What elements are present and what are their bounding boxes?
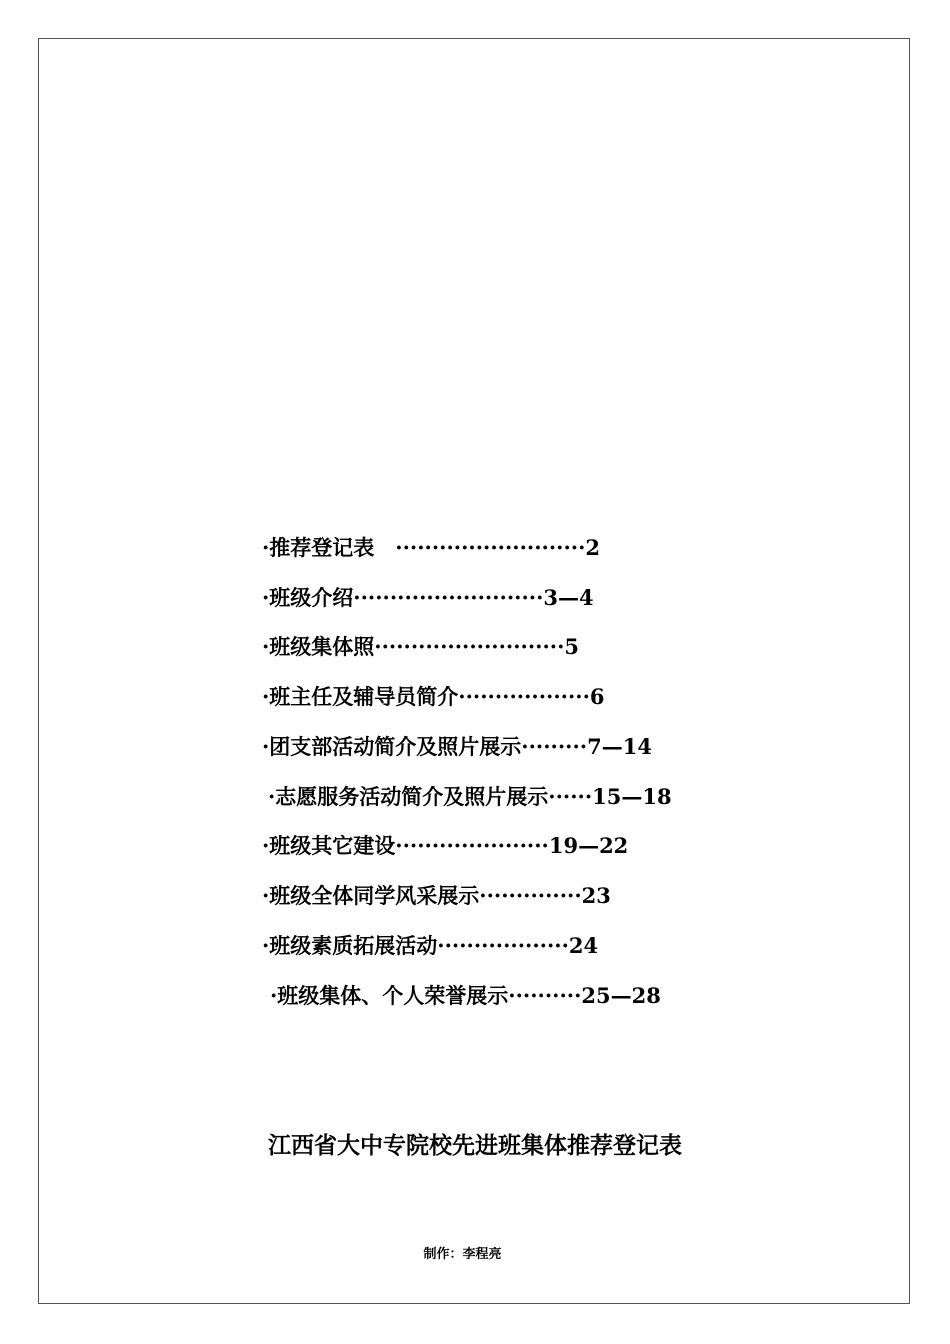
toc-item-honors: ·班级集体、个人荣誉展示··········25—28 [270,983,661,1008]
toc-item-volunteer-service: ·志愿服务活动简介及照片展示······15—18 [268,784,672,809]
toc-item-head-teacher: ·班主任及辅导员简介··················6 [262,684,605,709]
footer-credit: 制作：李程亮 [423,1247,502,1262]
toc-item-student-showcase: ·班级全体同学风采展示··············23 [262,883,611,908]
document-title: 江西省大中专院校先进班集体推荐登记表 [268,1132,682,1159]
toc-item-registration-form: ·推荐登记表 ··························2 [262,535,601,560]
toc-item-quality-activities: ·班级素质拓展活动··················24 [262,933,599,958]
toc-item-class-intro: ·班级介绍··························3—4 [262,585,594,610]
toc-item-other-construction: ·班级其它建设·····················19—22 [262,833,629,858]
toc-item-league-branch: ·团支部活动简介及照片展示·········7—14 [262,734,652,759]
toc-item-class-photo: ·班级集体照··························5 [262,634,580,659]
